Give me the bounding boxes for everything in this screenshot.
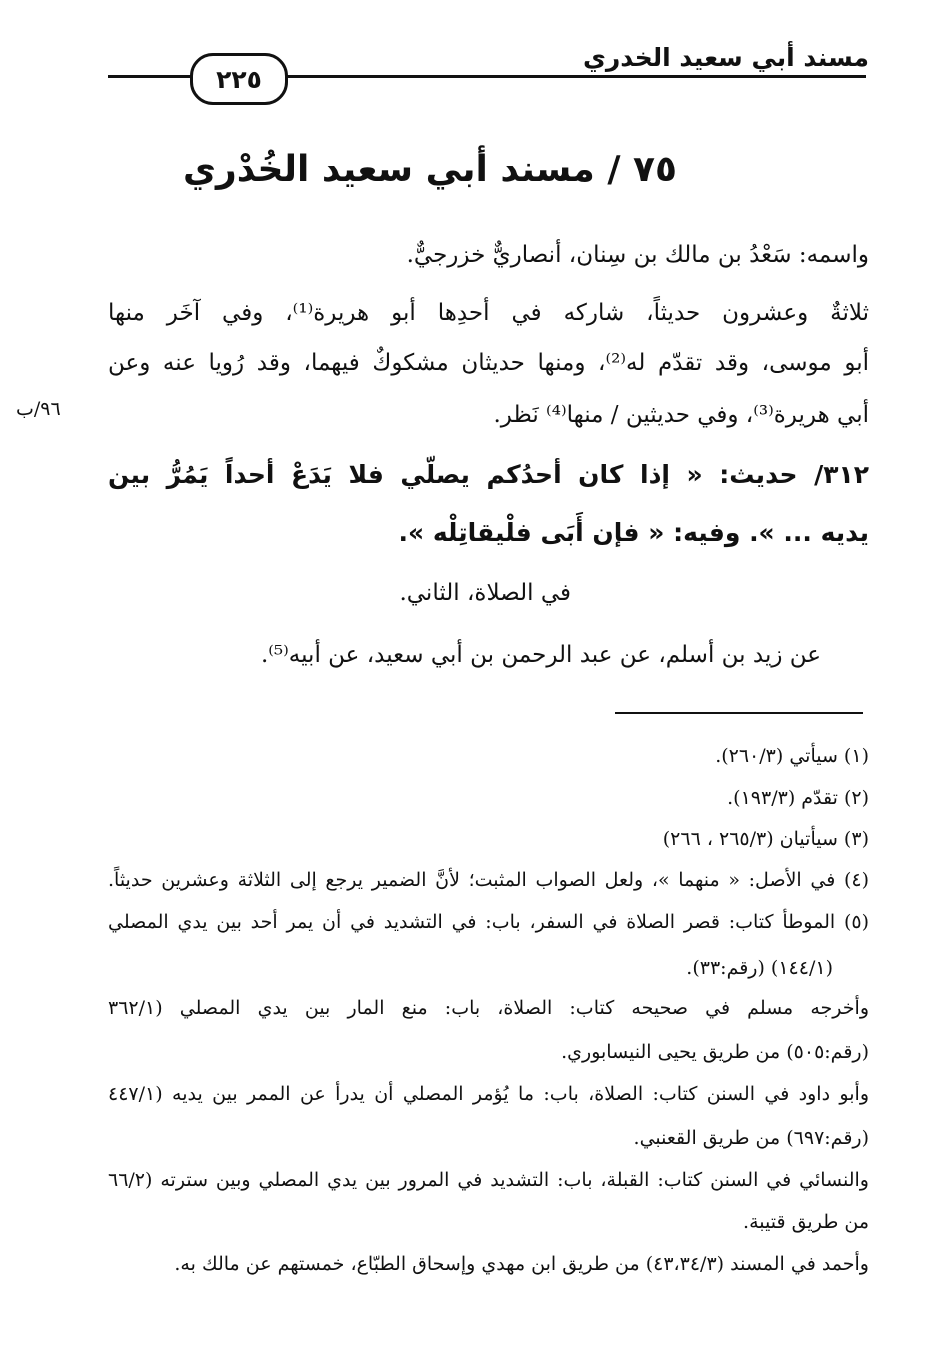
body-line-name: واسمه: سَعْدُ بن مالك بن سِنان، أنصاريٌّ خزرجيٌّ. (406, 242, 869, 268)
hadith-location: في الصلاة، الثاني. (399, 580, 571, 606)
footnote-4: (٤) في الأصل: « منهما »، ولعل الصواب المثبت؛ لأنَّ الضمير يرجع إلى الثلاثة وعشرين حديثاً. (108, 869, 869, 891)
chapter-title: ٧٥ / مسند أبي سعيد الخُدْري (183, 149, 677, 190)
footnote-5-line2: (١٤٤/١) (رقم:٣٣). (686, 957, 833, 979)
footnote-5-line3: وأخرجه مسلم في صحيحه كتاب: الصلاة، باب: منع المار بين يدي المصلي (٣٦٢/١ (108, 997, 869, 1019)
footnote-separator (615, 712, 863, 714)
footnote-5-line6: (رقم:٦٩٧) من طريق القعنبي. (633, 1127, 869, 1149)
footnote-1: (١) سيأتي (٢٦٠/٣). (715, 745, 869, 767)
footnote-5-line7: والنسائي في السنن كتاب: القبلة، باب: التشديد في المرور بين يدي المصلي وبين سترته (٦٦/٢ (108, 1169, 869, 1191)
running-title: مسند أبي سعيد الخدري (583, 43, 869, 72)
footnote-5-line5: وأبو داود في السنن كتاب: الصلاة، باب: ما يُؤمر المصلي أن يدرأ عن الممر بين يديه (٤٤٧/١ (108, 1083, 869, 1105)
hadith-text-line1: ٣١٢/ حديث: « إذا كان أحدُكم يصلّي فلا يَدَعْ أحداً يَمُرُّ بين (108, 460, 869, 489)
footnote-5-line8: من طريق قتيبة. (743, 1211, 869, 1233)
footnote-5-line1: (٥) الموطأ كتاب: قصر الصلاة في السفر، باب: في التشديد في أن يمر أحد بين يدي المصلي (108, 911, 869, 933)
body-line-count: ثلاثةٌ وعشرون حديثاً، شاركه في أحدِها أبو هريرة⁽¹⁾، وفي آخَر منها (108, 300, 869, 326)
hadith-text-line2: يديه ... ». وفيه: « فإن أَبَى فلْيقاتِلْه ». (398, 518, 869, 547)
footnote-2: (٢) تقدّم (١٩٣/٣). (727, 787, 869, 809)
body-line-shared: أبو موسى، وقد تقدّم له⁽²⁾، ومنها حديثان مشكوكٌ فيهما، وقد رُويا عنه وعن (108, 350, 869, 376)
hadith-chain: عن زيد بن أسلم، عن عبد الرحمن بن أبي سعيد، عن أبيه⁽⁵⁾. (260, 642, 821, 668)
footnote-5-line9: وأحمد في المسند (٤٣،٣٤/٣) من طريق ابن مهدي وإسحاق الطبّاع، خمستهم عن مالك به. (174, 1253, 869, 1275)
footnote-3: (٣) سيأتيان (٢٦٥/٣ ، ٢٦٦) (662, 828, 869, 850)
body-line-doubtful: أبي هريرة⁽³⁾، وفي حديثين / منها⁽⁴⁾ نَظر. (493, 402, 869, 428)
footnote-5-line4: (رقم:٥٠٥) من طريق يحيى النيسابوري. (561, 1041, 869, 1063)
manuscript-folio-note: ٩٦/ب (16, 398, 61, 420)
page-number: ٢٢٥ (190, 53, 288, 105)
